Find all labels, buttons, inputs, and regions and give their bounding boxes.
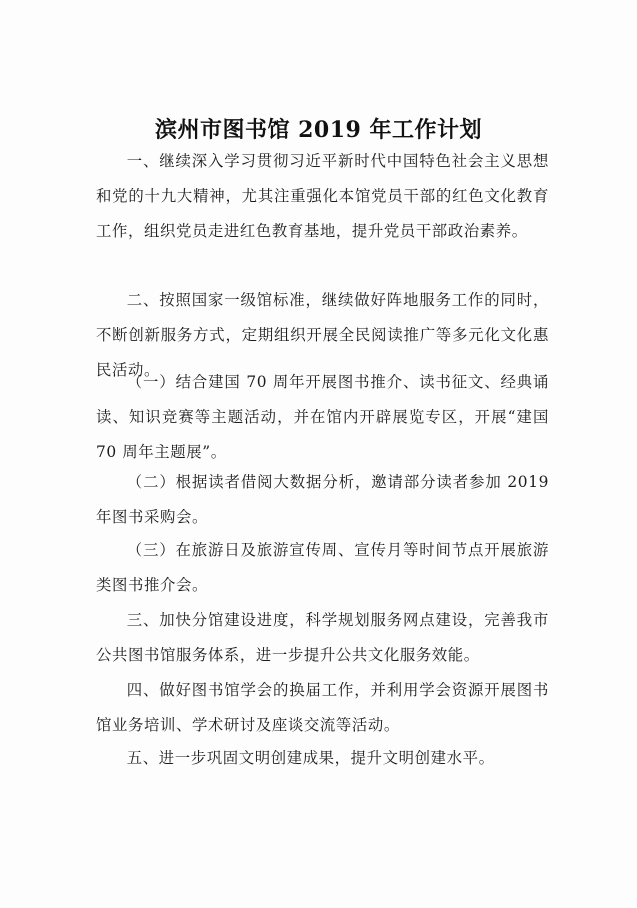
document-title: 滨州市图书馆 2019 年工作计划 <box>154 117 483 143</box>
paragraph-anniversary-activities: （一）结合建国 70 周年开展图书推介、读书征文、经典诵读、知识竞赛等主题活动，并在馆内开辟展览专区，开展“建国 70 周年主题展”。 <box>96 373 549 461</box>
paragraph-library-society: 四、做好图书馆学会的换届工作，并利用学会资源开展图书馆业务培训、学术研讨及座谈交流等活动。 <box>96 681 549 734</box>
paragraph-branch-construction: 三、加快分馆建设进度，科学规划服务网点建设，完善我市公共图书馆服务体系，进一步提升公共文化服务效能。 <box>96 611 549 664</box>
paragraph-book-purchase: （二）根据读者借阅大数据分析，邀请部分读者参加 2019 年图书采购会。 <box>96 473 549 526</box>
paragraph-party-study: 一、继续深入学习贯彻习近平新时代中国特色社会主义思想和党的十九大精神，尤其注重强化本馆党员干部的红色文化教育工作，组织党员走进红色教育基地，提升党员干部政治素养。 <box>96 152 549 240</box>
paragraph-service-standard: 二、按照国家一级馆标准，继续做好阵地服务工作的同时，不断创新服务方式，定期组织开展全民阅读推广等多元化文化惠民活动。 <box>96 291 549 379</box>
paragraph-civilization: 五、进一步巩固文明创建成果，提升文明创建水平。 <box>126 749 495 767</box>
paragraph-tourism-books: （三）在旅游日及旅游宣传周、宣传月等时间节点开展旅游类图书推介会。 <box>96 541 549 594</box>
